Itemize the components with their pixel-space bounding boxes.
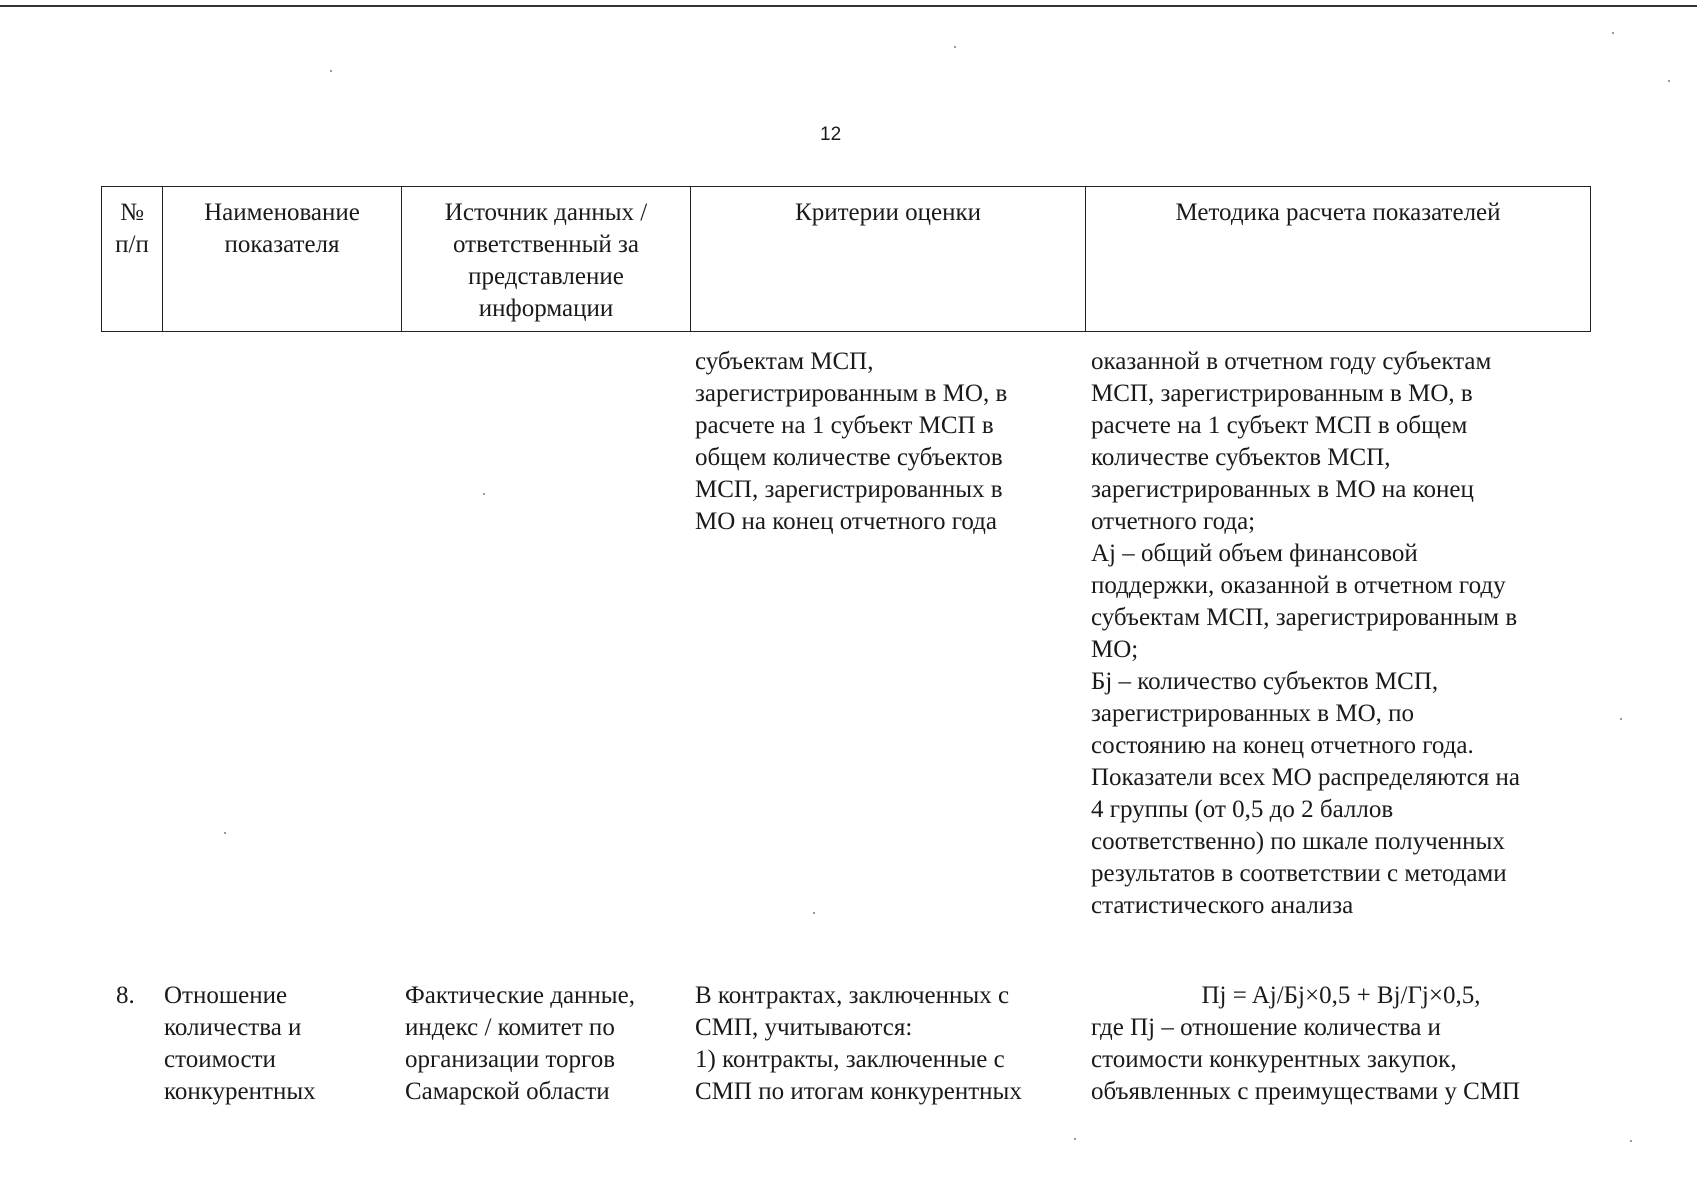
header-col-criteria [691,187,1086,332]
method-line: соответственно) по шкале полученных [1091,828,1505,855]
scan-speck [1630,1140,1632,1142]
row-8-name-cell [164,980,316,1108]
header-text-line: Критерии оценки [795,199,981,226]
name-line: конкурентных [164,1078,316,1105]
header-text-line: Методика расчета показателей [1175,199,1501,226]
criteria-line: СМП, учитываются: [695,1014,913,1041]
criteria-line: В контрактах, заключенных с [695,982,1010,1009]
method-line: поддержки, оказанной в отчетном году [1091,572,1506,599]
source-line: Самарской области [405,1078,610,1105]
header-text-line: Наименование [204,199,360,226]
method-line: зарегистрированных в МО, по [1091,700,1414,727]
scan-speck [483,493,485,495]
source-line: индекс / комитет по [405,1014,615,1041]
row-8-method-cell [1091,980,1591,1108]
source-line: организации торгов [405,1046,615,1073]
method-line: оказанной в отчетном году субъектам [1091,348,1492,375]
method-line: отчетного года; [1091,508,1256,535]
criteria-line: 1) контракты, заключенные с [695,1046,1005,1073]
row-8-criteria-cell [695,980,1022,1108]
name-line: стоимости [164,1046,276,1073]
formula-line: Пj = Aj/Бj×0,5 + Вj/Гj×0,5, [1201,982,1481,1009]
header-text-line: № [120,199,144,226]
scan-speck [1074,1138,1076,1140]
continued-method-cell [1091,346,1520,922]
criteria-line: зарегистрированным в МО, в [695,380,1008,407]
header-text-line: показателя [224,231,340,258]
row-number: 8. [116,982,135,1009]
method-line: стоимости конкурентных закупок, [1091,1046,1457,1073]
top-border-line [0,5,1697,7]
method-line: МО; [1091,636,1139,663]
header-text-line: п/п [115,231,149,258]
criteria-line: МСП, зарегистрированных в [695,476,1003,503]
header-text-line: ответственный за [452,231,639,258]
scan-speck [1612,32,1614,34]
scan-speck [813,912,815,914]
name-line: количества и [164,1014,302,1041]
criteria-line: расчете на 1 субъект МСП в [695,412,994,439]
source-line: Фактические данные, [405,982,635,1009]
method-line: где Пj – отношение количества и [1091,1014,1441,1041]
method-line: Показатели всех МО распределяются на [1091,764,1521,791]
header-text-line: представление [468,263,624,290]
method-line: зарегистрированных в МО на конец [1091,476,1474,503]
method-line: состоянию на конец отчетного года. [1091,732,1474,759]
name-line: Отношение [164,982,288,1009]
scan-speck [224,832,226,834]
scan-speck [1620,718,1622,720]
table-header [101,186,1591,332]
header-col-indicator-name [163,187,402,332]
method-line: Aj – общий объем финансовой [1091,540,1418,567]
row-8-number [116,980,135,1012]
header-col-data-source [402,187,691,332]
header-col-number [102,187,163,332]
header-col-method [1086,187,1591,332]
criteria-line: субъектам МСП, [695,348,874,375]
page-number: 12 [820,124,842,145]
method-line: МСП, зарегистрированным в МО, в [1091,380,1473,407]
continued-criteria-cell [695,346,1007,538]
row-8-source-cell [405,980,635,1108]
method-line: расчете на 1 субъект МСП в общем [1091,412,1468,439]
method-line: субъектам МСП, зарегистрированным в [1091,604,1518,631]
method-line: количестве субъектов МСП, [1091,444,1391,471]
method-line: статистического анализа [1091,892,1354,919]
scan-speck [1668,80,1670,82]
scan-speck [330,70,332,72]
header-text-line: Источник данных / [444,199,648,226]
method-line: результатов в соответствии с методами [1091,860,1507,887]
criteria-line: СМП по итогам конкурентных [695,1078,1022,1105]
header-text-line: информации [478,295,614,322]
method-line: объявленных с преимуществами у СМП [1091,1078,1521,1105]
scan-speck [954,46,956,48]
criteria-line: МО на конец отчетного года [695,508,997,535]
method-line: Бj – количество субъектов МСП, [1091,668,1439,695]
criteria-line: общем количестве субъектов [695,444,1003,471]
method-line: 4 группы (от 0,5 до 2 баллов [1091,796,1394,823]
